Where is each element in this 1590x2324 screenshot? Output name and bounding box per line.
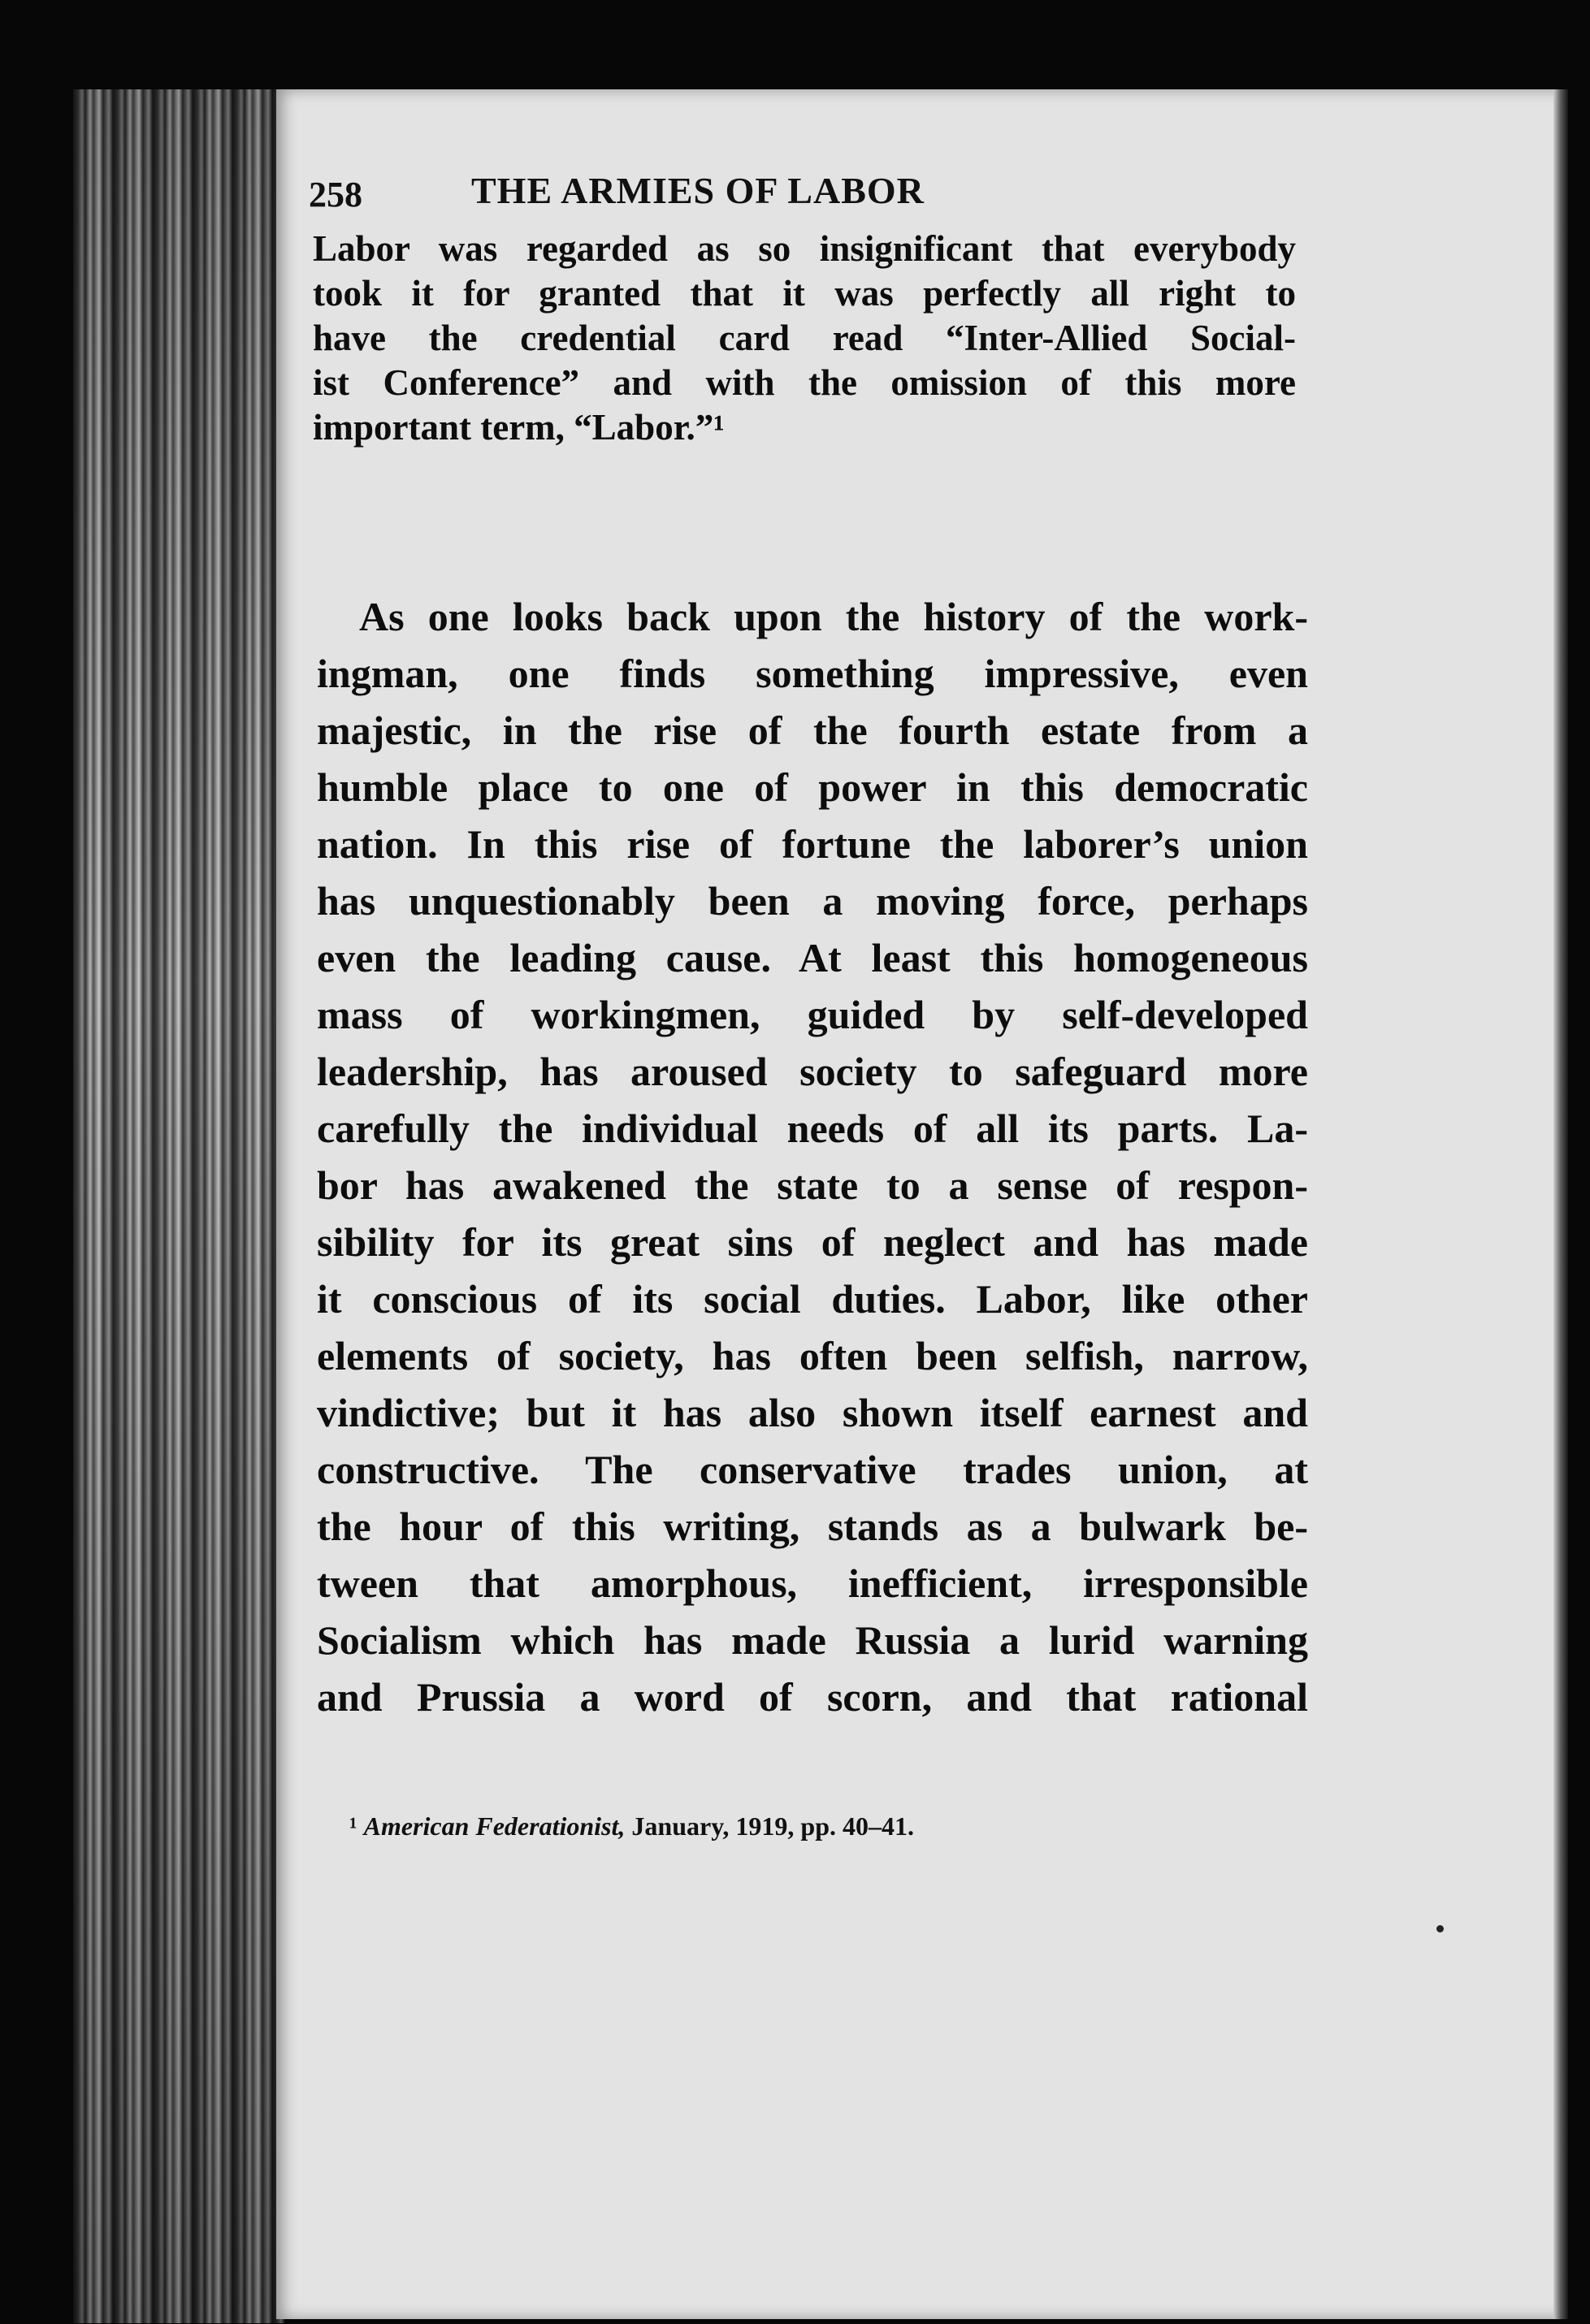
text-line: nation. In this rise of fortune the laborer’s union [317, 821, 1308, 867]
text-line: ist Conference” and with the omission of this more [313, 362, 1296, 403]
text-line: has unquestionably been a moving force, perhaps [317, 878, 1308, 924]
footnote-marker: ¹ [349, 1811, 357, 1841]
footnote-source: American Federationist, [363, 1811, 626, 1841]
text-line: elements of society, has often been selfish, narrow, [317, 1333, 1308, 1378]
text-line: tween that amorphous, inefficient, irresponsible [317, 1560, 1308, 1606]
text-line: mass of workingmen, guided by self-developed [317, 992, 1308, 1037]
text-line: sibility for its great sins of neglect and has made [317, 1219, 1308, 1265]
text-line: Labor was regarded as so insignificant that everybody [313, 228, 1296, 269]
page-edge [1553, 89, 1568, 2319]
text-line: As one looks back upon the history of the work- [359, 594, 1308, 639]
text-line: carefully the individual needs of all its parts. La- [317, 1106, 1308, 1151]
text-line: it conscious of its social duties. Labor, like other [317, 1276, 1308, 1322]
text-line: have the credential card read “Inter-Allied Social- [313, 318, 1296, 358]
text-line: ingman, one finds something impressive, even [317, 651, 1308, 696]
footnote-details: January, 1919, pp. 40–41. [631, 1811, 915, 1841]
text-line: vindictive; but it has also shown itself earnest and [317, 1390, 1308, 1435]
text-line: humble place to one of power in this democratic [317, 764, 1308, 810]
text-line: took it for granted that it was perfectly all right to [313, 273, 1296, 314]
footnote [349, 1811, 914, 1841]
text-line: Socialism which has made Russia a lurid warning [317, 1617, 1308, 1663]
text-line: and Prussia a word of scorn, and that rational [317, 1674, 1308, 1720]
text-line: constructive. The conservative trades union, at [317, 1447, 1308, 1492]
page-number: 258 [309, 175, 362, 214]
text-line: important term, “Labor.”¹ [313, 407, 725, 448]
running-title: THE ARMIES OF LABOR [471, 170, 925, 211]
ink-speck [1436, 1925, 1444, 1932]
text-line: even the leading cause. At least this homogeneous [317, 935, 1308, 980]
spine-shadow [73, 89, 284, 2323]
page-header [309, 169, 1300, 226]
text-line: majestic, in the rise of the fourth estate from a [317, 708, 1308, 753]
text-line: leadership, has aroused society to safeguard more [317, 1049, 1308, 1094]
text-line: bor has awakened the state to a sense of respon- [317, 1162, 1308, 1208]
text-line: the hour of this writing, stands as a bulwark be- [317, 1504, 1308, 1549]
